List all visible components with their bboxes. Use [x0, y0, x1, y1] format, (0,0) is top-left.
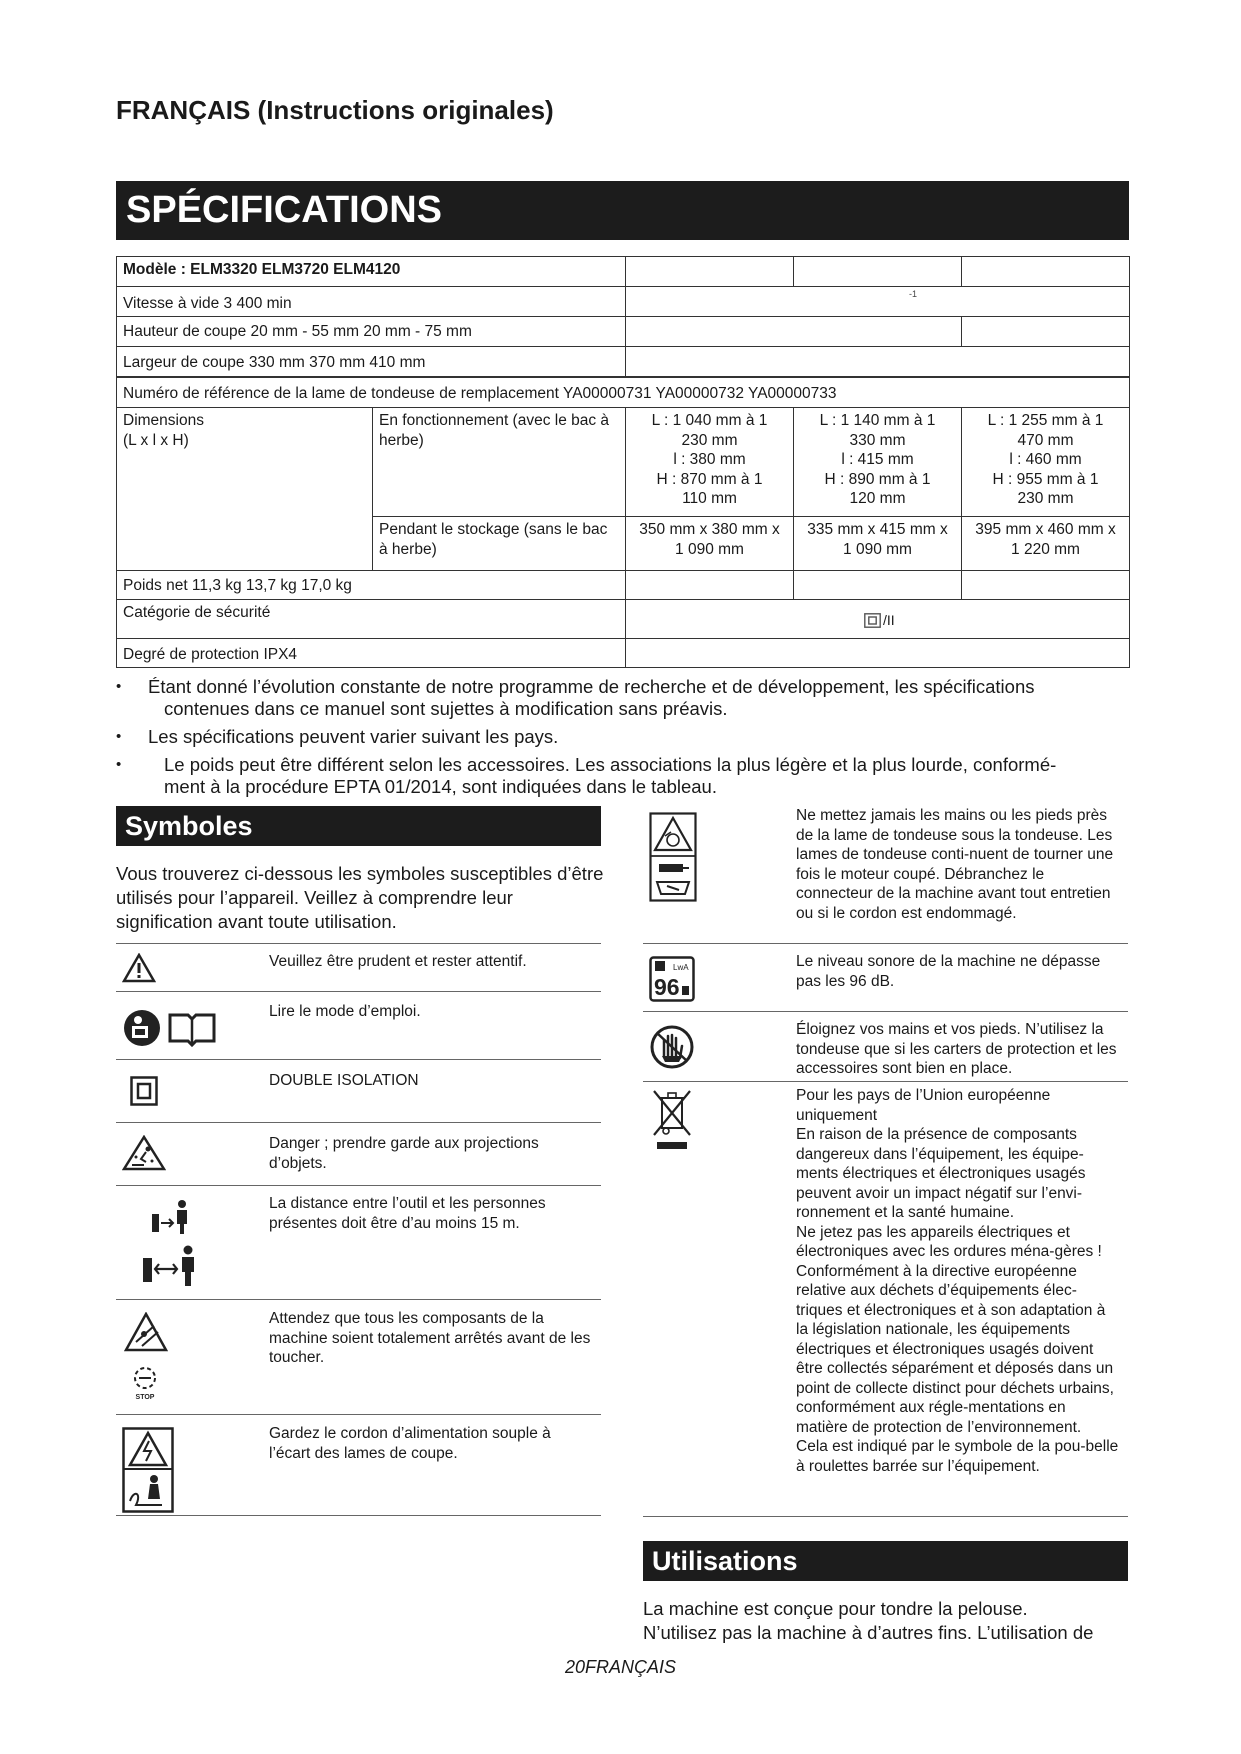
table-empty-cell [625, 638, 1130, 668]
symbol-row [643, 1081, 1128, 1517]
storage-value-elm3320: 350 mm x 380 mm x 1 090 mm [625, 516, 794, 571]
specifications-heading: SPÉCIFICATIONS [116, 181, 1129, 240]
double-insulation-icon [864, 613, 881, 628]
symbol-row [116, 1185, 601, 1299]
note-text: ment à la procédure EPTA 01/2014, sont indiquées dans le tableau. [164, 776, 717, 797]
symbol-row [116, 943, 601, 991]
wait-stop-icon [124, 1312, 168, 1402]
thrown-objects-icon [122, 1135, 166, 1171]
symbol-row [116, 1059, 601, 1122]
symbol-description: Éloignez vos mains et vos pieds. N’utilisez la tondeuse que si les carters de protection et les accessoires sont bien en place. [796, 1021, 1117, 1077]
noise-level-value: 96 [654, 974, 680, 1000]
note-text: • Le poids peut être différent selon les accessoires. Les associations la plus légère et la plus lourde, conformé- [164, 754, 1057, 775]
weight-row: Poids net 11,3 kg 13,7 kg 17,0 kg [116, 570, 626, 600]
symbol-description: Gardez le cordon d’alimentation souple à l’écart des lames de coupe. [269, 1425, 551, 1462]
symbol-description: Lire le mode d’emploi. [269, 1003, 421, 1020]
table-empty-cell [625, 256, 794, 287]
table-empty-cell [625, 316, 962, 347]
symbol-description: Danger ; prendre garde aux projections d’objets. [269, 1135, 539, 1172]
speed-row: Vitesse à vide 3 400 min [116, 286, 626, 317]
table-empty-cell [961, 316, 1130, 347]
operating-value-elm3720: L : 1 140 mm à 1 330 mm l : 415 mm H : 890 mm à 1 120 mm [793, 407, 962, 517]
page-footer: 20FRANÇAIS [564, 1657, 677, 1677]
symbols-intro: Vous trouverez ci-dessous les symboles susceptibles d’être utilisés pour l’appareil. Veillez à comprendre leur signification avant toute utilisation. [116, 863, 604, 932]
cutting-height-row: Hauteur de coupe 20 mm - 55 mm 20 mm - 75 mm [116, 316, 626, 347]
utilisations-text: La machine est conçue pour tondre la pelouse. N’utilisez pas la machine à d’autres fins. L’utilisation de [643, 1598, 1094, 1643]
operating-value-elm4120: L : 1 255 mm à 1 470 mm l : 460 mm H : 955 mm à 1 230 mm [961, 407, 1130, 517]
symbol-description: La distance entre l’outil et les personnes présentes doit être d’au moins 15 m. [269, 1195, 546, 1232]
symbol-description: Attendez que tous les composants de la machine soient totalement arrêtés avant de les toucher. [269, 1310, 591, 1366]
blade-hands-feet-icon [649, 812, 697, 902]
symbol-row [116, 1122, 601, 1185]
symbol-row [643, 806, 1128, 943]
table-empty-cell [793, 570, 962, 600]
noise-level-sublabel: LwA [673, 963, 689, 972]
dimensions-label: Dimensions (L x l x H) [116, 407, 373, 571]
symbol-description: Ne mettez jamais les mains ou les pieds près de la lame de tondeuse sous la tondeuse. Les lames de tondeuse conti-nuent de tourner une fois le moteur coupé. Débranchez le connecteur de la machine avant tout entretien ou si le cordon est endommagé. [796, 807, 1114, 922]
symbol-description: Veuillez être prudent et rester attentif. [269, 953, 527, 970]
symbol-description: Le niveau sonore de la machine ne dépasse pas les 96 dB. [796, 953, 1101, 990]
note-item [116, 676, 1136, 720]
symbol-row [643, 1011, 1128, 1081]
table-empty-cell [625, 570, 794, 600]
table-empty-cell [625, 346, 1130, 377]
safety-category-label: Catégorie de sécurité [116, 599, 626, 639]
symbol-row [116, 991, 601, 1059]
table-empty-cell [961, 570, 1130, 600]
blade-reference-row: Numéro de référence de la lame de tondeuse de remplacement YA00000731 YA00000732 YA00000733 [116, 377, 1130, 408]
table-empty-cell [625, 286, 1130, 317]
operating-value-elm3320: L : 1 040 mm à 1 230 mm l : 380 mm H : 870 mm à 1 110 mm [625, 407, 794, 517]
storage-value-elm3720: 335 mm x 415 mm x 1 090 mm [793, 516, 962, 571]
protection-row: Degré de protection IPX4 [116, 638, 626, 668]
safety-category-value-cell [625, 599, 1130, 639]
weee-bin-icon [651, 1088, 693, 1152]
warning-triangle-icon [122, 953, 156, 983]
note-item [116, 726, 1136, 748]
keep-distance-icon [142, 1194, 202, 1292]
note-text: contenues dans ce manuel sont sujettes à modification sans préavis. [164, 698, 728, 719]
table-empty-cell [793, 256, 962, 287]
noise-level-icon [649, 956, 695, 1002]
speed-superscript: -1 [909, 289, 918, 299]
safety-category-value: /II [883, 612, 895, 628]
page-language-title: FRANÇAIS (Instructions originales) [116, 95, 554, 125]
symbol-row [116, 1299, 601, 1414]
cord-away-icon [122, 1427, 174, 1513]
table-empty-cell [961, 256, 1130, 287]
storage-label: Pendant le stockage (sans le bac à herbe) [372, 516, 626, 571]
double-insulation-icon [130, 1076, 158, 1106]
utilisations-heading: Utilisations [643, 1541, 1128, 1581]
read-manual-icon [122, 1007, 222, 1049]
model-row: Modèle : ELM3320 ELM3720 ELM4120 [116, 256, 626, 287]
symbol-row [116, 1414, 601, 1516]
keep-hands-away-icon [649, 1024, 695, 1070]
stop-label: STOP [135, 1394, 155, 1401]
note-item [116, 754, 1136, 798]
note-text: Les spécifications peuvent varier suivant les pays. [148, 726, 559, 747]
operating-label: En fonctionnement (avec le bac à herbe) [372, 407, 626, 517]
cutting-width-row: Largeur de coupe 330 mm 370 mm 410 mm [116, 346, 626, 377]
symbols-heading: Symboles [116, 806, 601, 846]
symbol-row [643, 943, 1128, 1011]
storage-value-elm4120: 395 mm x 460 mm x 1 220 mm [961, 516, 1130, 571]
note-text: Étant donné l’évolution constante de notre programme de recherche et de développement, les spécifications [148, 676, 1035, 697]
symbol-description: DOUBLE ISOLATION [269, 1072, 419, 1089]
specification-notes [116, 676, 1136, 804]
symbol-description: Pour les pays de l’Union européenne uniquement En raison de la présence de composants dangereux dans l’équipement, les équipe-ments électriques et électroniques usagés peuvent avoir un impact négatif sur l’envi-ronnement et la santé humaine. Ne jetez pas les appareils électriques et électroniques avec les ordures ména-gères ! Conformément à la directive européenne relative aux déchets d’équipements élec-triques et électroniques et à son adaptation à la législation nationale, les équipements électriques et électroniques usagés doivent être collectés séparément et déposés dans un point de collecte distinct pour déchets urbains, conformément aux régle-mentations en matière de protection de l’environnement. Cela est indiqué par le symbole de la pou-belle à roulettes barrée sur l’équipement. [796, 1087, 1119, 1475]
